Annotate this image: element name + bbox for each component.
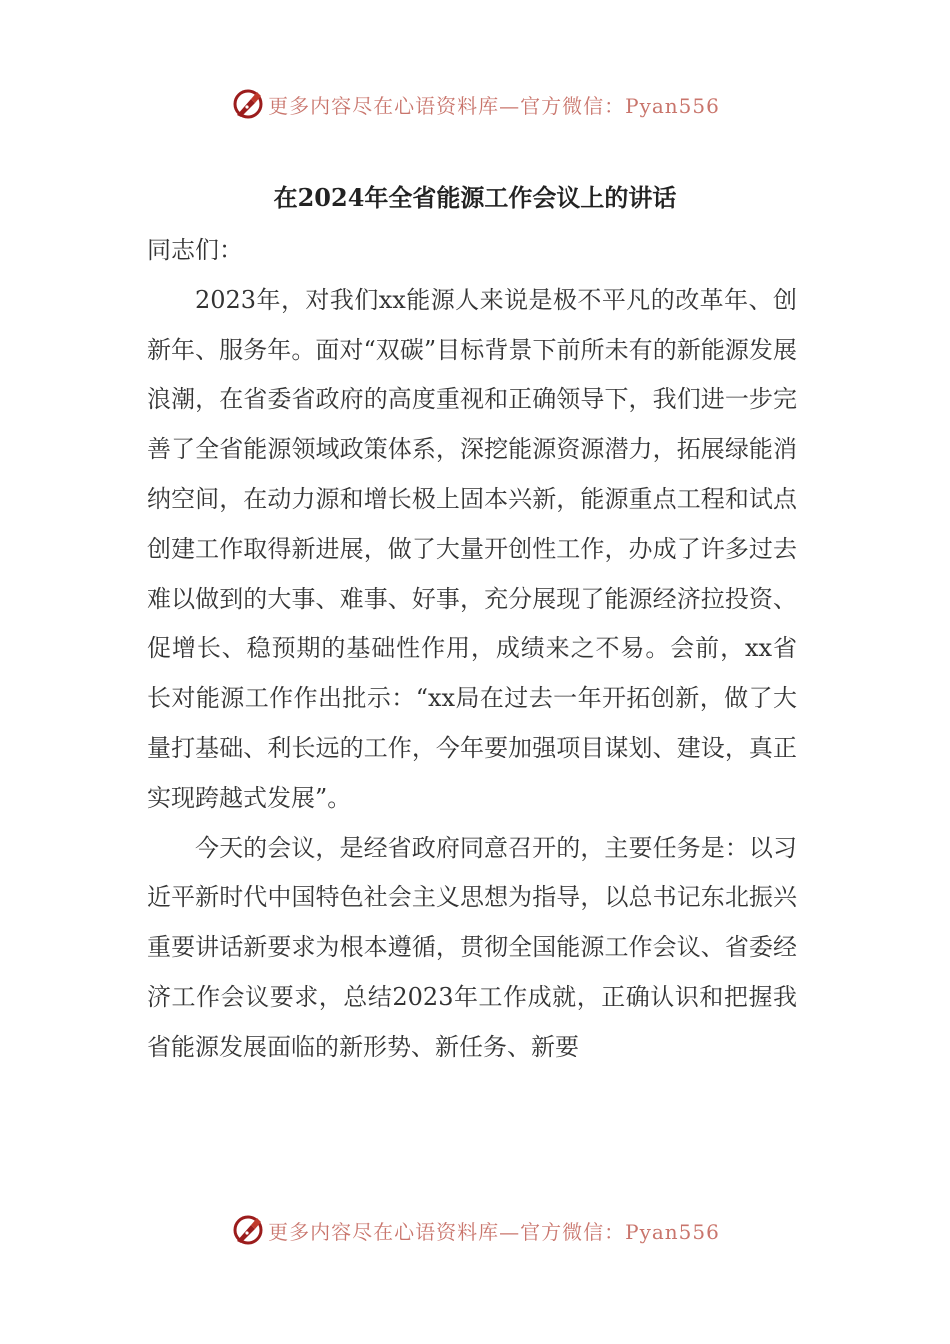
watermark-text: 更多内容尽在心语资料库—官方微信：Pyan556 [268, 1219, 720, 1244]
paragraph-2: 今天的会议，是经省政府同意召开的，主要任务是：以习近平新时代中国特色社会主义思想为指导，以总书记东北振兴重要讲话新要求为根本遵循，贯彻全国能源工作会议、省委经济工作会议要求，总结2023年工作成就，正确认识和把握我省能源发展面临的新形势、新任务、新要 [147, 833, 797, 1061]
pen-nib-logo-icon [230, 1212, 266, 1248]
salutation: 同志们： [147, 236, 243, 264]
header-watermark [0, 84, 950, 124]
document-title: 在2024年全省能源工作会议上的讲话 [273, 183, 677, 212]
pen-nib-logo-icon [230, 86, 266, 122]
footer-watermark [0, 1210, 950, 1250]
paragraph-1: 2023年，对我们xx能源人来说是极不平凡的改革年、创新年、服务年。面对“双碳”目标背景下前所未有的新能源发展浪潮，在省委省政府的高度重视和正确领导下，我们进一步完善了全省能源领域政策体系，深挖能源资源潜力，拓展绿能消纳空间，在动力源和增长极上固本兴新，能源重点工程和试点创建工作取得新进展，做了大量开创性工作，办成了许多过去难以做到的大事、难事、好事，充分展现了能源经济拉投资、促增长、稳预期的基础性作用，成绩来之不易。会前，xx省长对能源工作作出批示：“xx局在过去一年开拓创新，做了大量打基础、利长远的工作，今年要加强项目谋划、建设，真正实现跨越式发展”。 [147, 285, 797, 812]
document-body [147, 226, 797, 1073]
watermark-text: 更多内容尽在心语资料库—官方微信：Pyan556 [268, 93, 720, 118]
